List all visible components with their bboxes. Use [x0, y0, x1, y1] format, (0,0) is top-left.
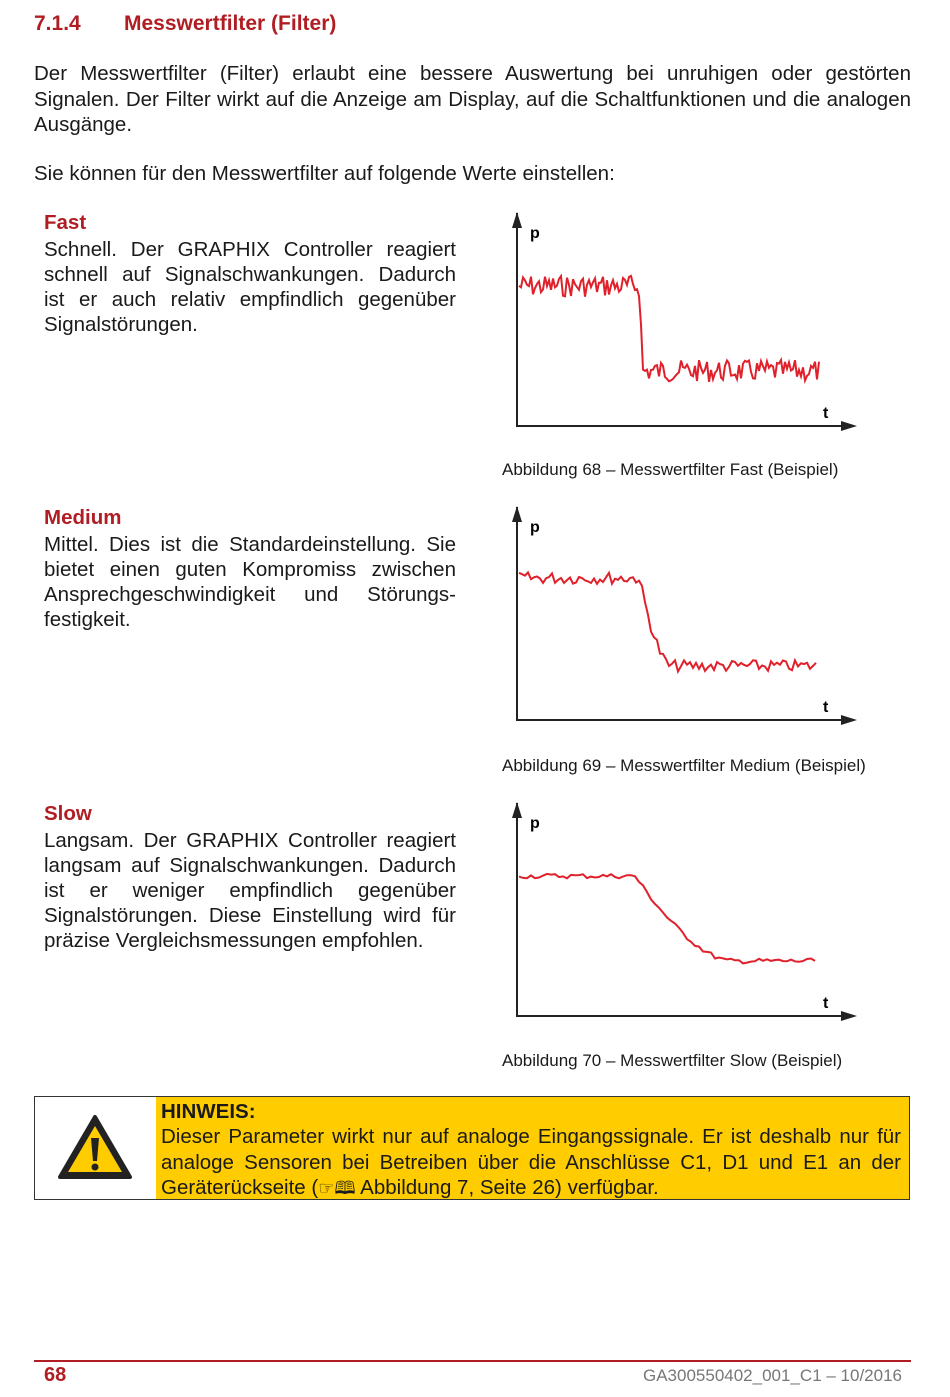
- note-link-text[interactable]: Abbildung 7, Seite 26) verfügbar.: [355, 1176, 659, 1199]
- y-axis-label: p: [530, 815, 540, 832]
- fast-graph: [505, 208, 865, 433]
- note-text-start: Dieser Parameter wirkt nur auf analoge Eingangssignale. Er ist deshalb nur für analoge Sensoren bei Betreiben über die Anschlüsse C1, D1 und E1 an der Geräterückseite (: [161, 1125, 901, 1199]
- section-heading: [34, 12, 336, 36]
- y-axis-label: p: [530, 225, 540, 242]
- note-content: [156, 1097, 909, 1199]
- fast-signal: [519, 276, 819, 382]
- slow-description: Langsam. Der GRAPHIX Controller reagiert langsam auf Signalschwankungen. Dadurch ist er weniger empfindlich gegenüber Signalstörungen. Diese Einstellung wird für präzise Vergleichsmessungen empfohlen.: [44, 829, 456, 952]
- warning-triangle-icon: [57, 1114, 133, 1180]
- medium-graph: [505, 502, 865, 727]
- page-number: 68: [44, 1364, 67, 1386]
- section-number: 7.1.4: [34, 12, 81, 35]
- medium-title: Medium: [44, 506, 122, 529]
- note-box: [34, 1096, 910, 1200]
- warning-icon-cell: [35, 1097, 157, 1198]
- medium-description: Mittel. Dies ist die Standardeinstellung. Sie bietet einen guten Kompromiss zwischen Ansprechgeschwindigkeit und Störungs-festigkeit.: [44, 533, 456, 631]
- note-text: [161, 1124, 901, 1202]
- document-id: GA300550402_001_C1 – 10/2016: [642, 1366, 902, 1385]
- fast-description: Schnell. Der GRAPHIX Controller reagiert schnell auf Signalschwankungen. Dadurch ist er auch relativ empfindlich gegenüber Signalstörungen.: [44, 238, 456, 336]
- medium-caption: Abbildung 69 – Messwertfilter Medium (Beispiel): [502, 756, 866, 775]
- x-axis-label: t: [823, 405, 829, 422]
- x-axis-label: t: [823, 699, 829, 716]
- x-axis-label: t: [823, 995, 829, 1012]
- intro-paragraph: Der Messwertfilter (Filter) erlaubt eine bessere Auswertung bei unruhigen oder gestörten Signalen. Der Filter wirkt auf die Anzeige am Display, auf die Schaltfunktionen und die analogen Ausgänge.: [34, 62, 911, 136]
- slow-graph: [505, 798, 865, 1023]
- note-title: HINWEIS:: [161, 1100, 256, 1123]
- slow-signal: [519, 874, 815, 964]
- fast-caption: Abbildung 68 – Messwertfilter Fast (Beispiel): [502, 460, 839, 479]
- fast-title: Fast: [44, 211, 87, 234]
- intro-options: Sie können für den Messwertfilter auf folgende Werte einstellen:: [34, 162, 615, 185]
- y-axis-label: p: [530, 519, 540, 536]
- slow-caption: Abbildung 70 – Messwertfilter Slow (Beispiel): [502, 1051, 843, 1070]
- footer-divider: [34, 1360, 911, 1362]
- section-title: Messwertfilter (Filter): [124, 12, 337, 35]
- medium-signal: [519, 572, 816, 671]
- reference-icons: ☞🕮: [318, 1178, 356, 1199]
- slow-title: Slow: [44, 802, 92, 825]
